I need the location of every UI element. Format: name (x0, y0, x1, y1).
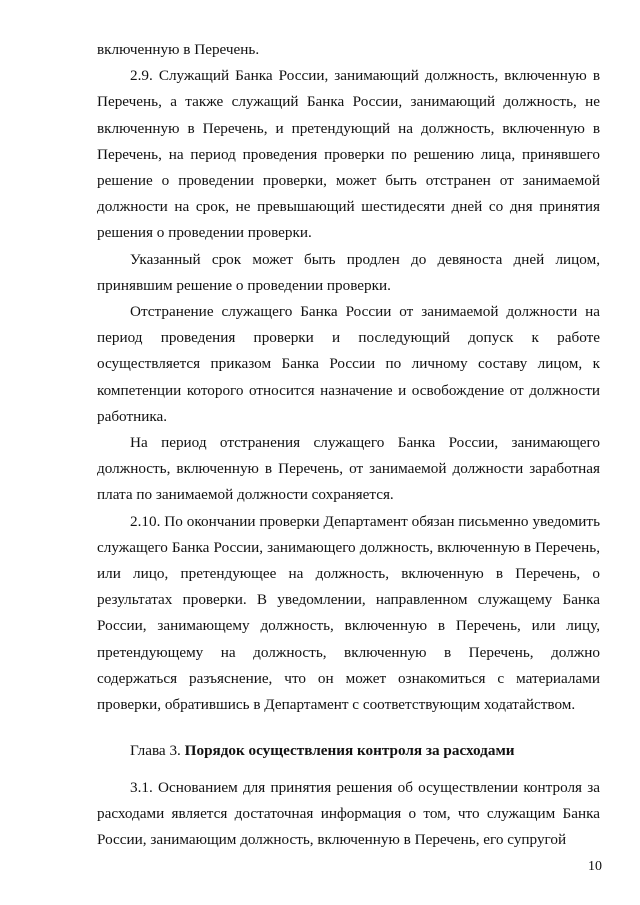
lower-text-block (97, 775, 600, 854)
page-number: 10 (588, 859, 602, 874)
paragraph-3-1: 3.1. Основанием для принятия решения об осуществлении контроля за расходами является достаточная информация о том, что служащим Банка России, занимающим должность, включенную в Перечень, его супругой (97, 779, 600, 849)
paragraph-salary: На период отстранения служащего Банка России, занимающего должность, включенную в Перечень, от занимаемой должности заработная плата по занимаемой должности сохраняется. (97, 434, 600, 504)
paragraph-2-10: 2.10. По окончании проверки Департамент обязан письменно уведомить служащего Банка России, занимающего должность, включенную в Перечень, или лицо, претендующее на должность, включенную в Перечень, о результатах проверки. В уведомлении, направленном служащему Банка России, занимающему должность, включенную в Перечень, или лицу, претендующему на должность, включенную в Перечень, должно содержаться разъяснение, что он может ознакомиться с материалами проверки, обратившись в Департамент с соответствующим ходатайством. (97, 512, 600, 714)
paragraph-suspension: Отстранение служащего Банка России от занимаемой должности на период проведения проверки и последующий допуск к работе осуществляется приказом Банка России по личному составу лицом, к компетенции которого относится назначение и освобождение от должности работника. (97, 303, 600, 425)
continuation-line: включенную в Перечень. (97, 41, 260, 58)
chapter-title: Порядок осуществления контроля за расходами (184, 742, 515, 759)
upper-text-block (97, 37, 600, 718)
paragraph-extension: Указанный срок может быть продлен до девяноста дней лицом, принявшим решение о проведении проверки. (97, 250, 600, 294)
chapter-label: Глава 3. (130, 742, 181, 759)
chapter-heading (130, 738, 515, 764)
paragraph-2-9: 2.9. Служащий Банка России, занимающий должность, включенную в Перечень, а также служащий Банка России, занимающий должность, не включенную в Перечень, и претендующий на должность, включенную в Перечень, на период проведения проверки по решению лица, принявшего решение о проведении проверки, может быть отстранен от занимаемой должности на срок, не превышающий шестидесяти дней со дня принятия решения о проведении проверки. (97, 67, 600, 242)
